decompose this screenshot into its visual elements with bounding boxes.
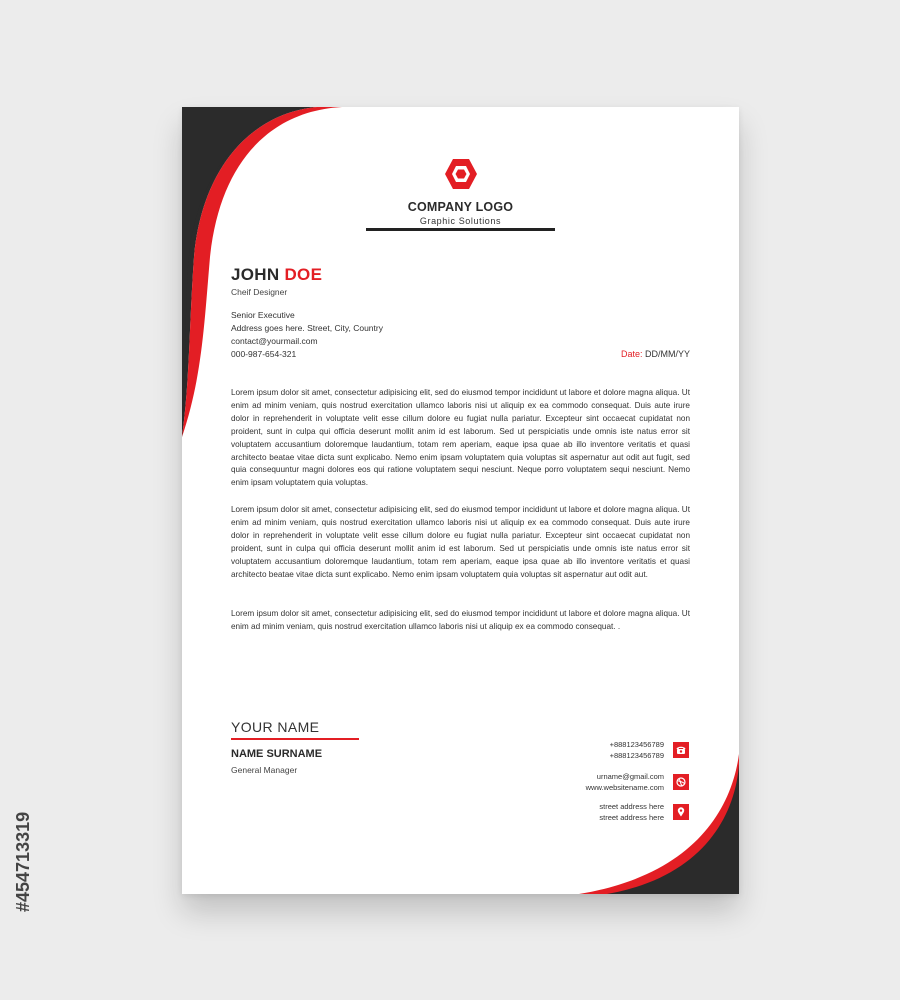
letterhead-page [182, 107, 739, 894]
phone-number: +888123456789 [609, 751, 664, 760]
signature-name-surname: NAME SURNAME [231, 748, 323, 760]
contact-web [586, 771, 689, 793]
contact-address [599, 801, 689, 823]
sender-position: Senior Executive [231, 310, 295, 320]
contact-phone-text [610, 739, 664, 761]
logo-title: COMPANY LOGO [407, 200, 514, 214]
signature-title: General Manager [231, 765, 298, 775]
signature-your-name: YOUR NAME [231, 719, 320, 735]
signature-underline [231, 738, 359, 740]
date-value: DD/MM/YY [645, 349, 690, 359]
sender-first-name: JOHN [231, 265, 280, 284]
contact-address-text [599, 801, 664, 823]
stock-id-label: #454713319 [13, 811, 33, 912]
logo-divider [366, 228, 555, 231]
company-logo [182, 157, 739, 226]
sender-email: contact@yourmail.com [231, 336, 318, 346]
date-line [621, 349, 690, 359]
sender-role: Cheif Designer [231, 287, 288, 297]
website-address: www.websitename.com [585, 783, 664, 792]
contact-web-text [586, 771, 664, 793]
street-address: street address here [599, 813, 664, 822]
phone-number: +888123456789 [609, 740, 664, 749]
sender-info [231, 309, 383, 361]
location-pin-icon [673, 804, 689, 820]
contact-phone [610, 739, 689, 761]
logo-subtitle: Graphic Solutions [419, 216, 502, 226]
sender-phone: 000-987-654-321 [231, 349, 297, 359]
date-label: Date: [620, 349, 643, 359]
sender-name [231, 265, 322, 285]
sender-last-name: DOE [284, 265, 323, 284]
body-paragraph: Lorem ipsum dolor sit amet, consectetur adipisicing elit, sed do eiusmod tempor incididunt ut labore et dolore magna aliqua. Ut enim ad minim veniam, quis nostrud exercitation ullamco laboris nisi ut aliquip ex ea commodo consequat. Duis aute irure dolor in reprehenderit in voluptate velit esse cillum dolore eu fugiat nulla pariatur. Excepteur sint occaecat cupidatat non proident, sunt in culpa qui officia deserunt mollit anim id est laborum. Sed ut perspiciatis unde omnis iste natus error sit voluptatem accusantium doloremque laudantium, totam rem aperiam, eaque ipsa quae ab illo inventore veritatis et quasi architecto beatae vitae dicta sunt explicabo. Nemo enim ipsam voluptatem quia voluptas sit aspernatur aut odit aut. [231, 505, 690, 579]
globe-icon [673, 774, 689, 790]
sender-address: Address goes here. Street, City, Country [231, 323, 383, 333]
street-address: street address here [599, 802, 664, 811]
body-paragraph: Lorem ipsum dolor sit amet, consectetur adipisicing elit, sed do eiusmod tempor incididunt ut labore et dolore magna aliqua. Ut enim ad minim veniam, quis nostrud exercitation ullamco laboris nisi ut aliquip ex ea commodo consequat. Duis aute irure dolor in reprehenderit in voluptate velit esse cillum dolore eu fugiat nulla pariatur. Excepteur sint occaecat cupidatat non proident, sunt in culpa qui officia deserunt mollit anim id est laborum. Sed ut perspiciatis unde omnis iste natus error sit voluptatem accusantium doloremque laudantium, totam rem aperiam, eaque ipsa quae ab illo inventore veritatis et quasi architecto beatae vitae dicta sunt explicabo. Nemo enim ipsam voluptatem quia voluptas sit aspernatur aut odit aut fugit, sed quia consequuntur magni dolores eos qui ratione voluptatem sequi nesciunt. Neque porro voluptatem sequi nesciunt. Nemo enim ipsam voluptatem quia voluptas. [231, 388, 690, 488]
hexagon-icon [444, 157, 478, 191]
body-paragraph: Lorem ipsum dolor sit amet, consectetur adipisicing elit, sed do eiusmod tempor incididunt ut labore et dolore magna aliqua. Ut enim ad minim veniam, quis nostrud exercitation ullamco laboris nisi ut aliquip ex ea commodo consequat. . [231, 609, 690, 631]
phone-icon [673, 742, 689, 758]
email-address: urname@gmail.com [596, 772, 664, 781]
